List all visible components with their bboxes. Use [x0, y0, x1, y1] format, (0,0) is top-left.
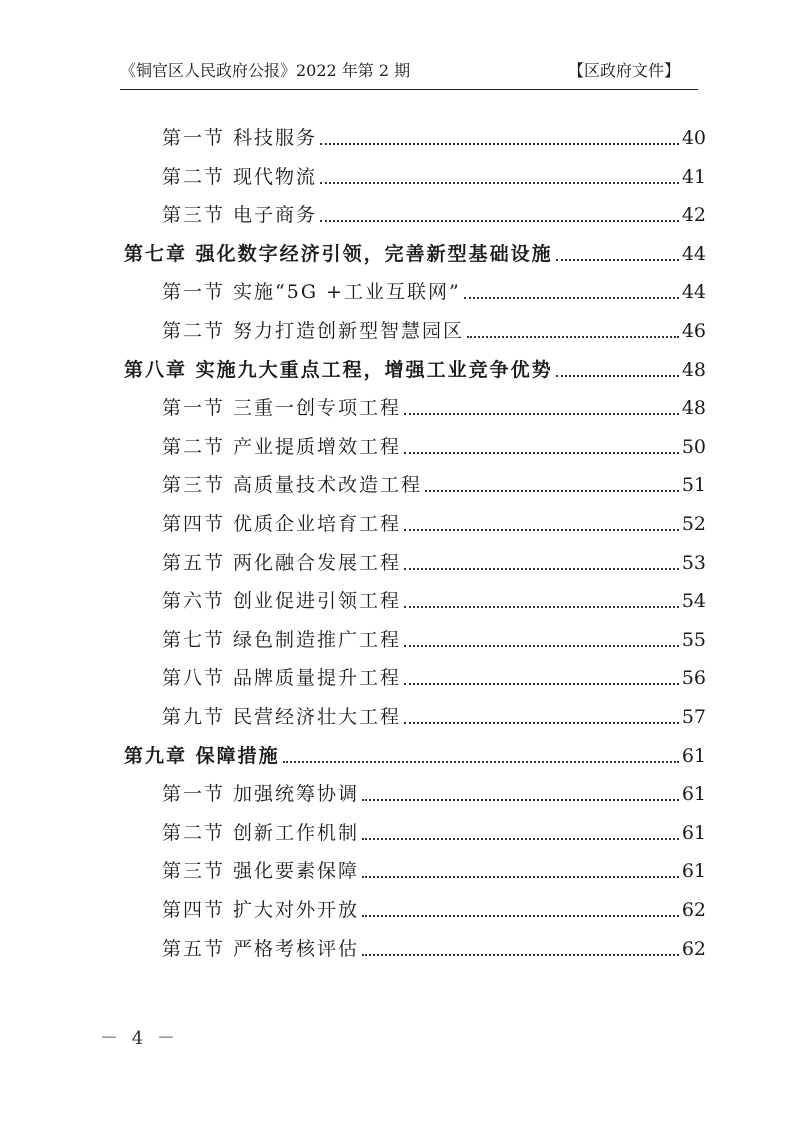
toc-entry-page: 50	[681, 435, 706, 458]
toc-entry-title: 第三节 电子商务	[162, 204, 318, 227]
document-category: 【区政府文件】	[567, 61, 680, 80]
header-divider	[120, 89, 698, 90]
toc-entry-page: 61	[681, 860, 706, 883]
page-number: － 4 －	[100, 1028, 179, 1049]
toc-entry-page: 44	[681, 242, 706, 265]
toc-entry-page: 51	[681, 474, 706, 497]
toc-entry-title: 第五节 两化融合发展工程	[162, 551, 402, 574]
toc-entry-page: 44	[681, 281, 706, 304]
toc-chapter-entry[interactable]	[124, 736, 706, 768]
toc-entry-title: 第八节 品牌质量提升工程	[162, 667, 402, 690]
toc-section-entry[interactable]	[162, 581, 706, 613]
toc-section-entry[interactable]	[162, 890, 706, 922]
toc-entry-title: 第一节 科技服务	[162, 127, 318, 149]
toc-entry-title: 第一节 三重一创专项工程	[162, 397, 402, 420]
toc-entry-title: 第六节 创业促进引领工程	[162, 590, 402, 613]
toc-dot-leader	[362, 876, 679, 878]
toc-dot-leader	[467, 336, 679, 338]
toc-entry-page: 48	[681, 397, 706, 420]
toc-section-entry[interactable]	[162, 658, 706, 690]
toc-dot-leader	[320, 143, 679, 145]
toc-entry-page: 55	[681, 628, 706, 651]
toc-entry-page: 48	[681, 358, 706, 381]
toc-entry-title: 第九章 保障措施	[124, 744, 280, 767]
toc-section-entry[interactable]	[162, 118, 706, 150]
toc-dot-leader	[283, 761, 679, 763]
toc-entry-title: 第八章 实施九大重点工程，增强工业竞争优势	[124, 358, 553, 381]
toc-entry-page: 42	[681, 204, 706, 227]
toc-entry-page: 61	[681, 821, 706, 844]
toc-chapter-entry[interactable]	[124, 234, 706, 266]
toc-entry-page: 61	[681, 783, 706, 806]
toc-entry-title: 第二节 创新工作机制	[162, 821, 360, 844]
toc-section-entry[interactable]	[162, 774, 706, 806]
toc-dot-leader	[556, 375, 679, 377]
toc-entry-page: 46	[681, 320, 706, 342]
toc-entry-title: 第二节 努力打造创新型智慧园区	[162, 320, 465, 342]
toc-dot-leader	[464, 297, 679, 299]
toc-section-entry[interactable]	[162, 311, 706, 343]
toc-dot-leader	[404, 606, 679, 608]
toc-dot-leader	[404, 452, 679, 454]
toc-entry-page: 40	[681, 127, 706, 149]
toc-section-entry[interactable]	[162, 504, 706, 536]
toc-entry-page: 52	[681, 513, 706, 535]
toc-entry-page: 62	[681, 899, 706, 921]
toc-dot-leader	[404, 413, 679, 415]
toc-dot-leader	[404, 683, 679, 685]
toc-entry-page: 54	[681, 590, 706, 613]
toc-entry-title: 第五节 严格考核评估	[162, 937, 360, 960]
toc-entry-title: 第一节 加强统筹协调	[162, 783, 360, 806]
toc-dot-leader	[404, 645, 679, 647]
toc-entry-page: 62	[681, 937, 706, 960]
toc-entry-page: 41	[681, 165, 706, 188]
toc-dot-leader	[362, 838, 679, 840]
toc-entry-title: 第四节 扩大对外开放	[162, 899, 360, 921]
toc-section-entry[interactable]	[162, 157, 706, 189]
toc-dot-leader	[362, 954, 679, 956]
toc-dot-leader	[320, 182, 679, 184]
toc-entry-title: 第七节 绿色制造推广工程	[162, 628, 402, 651]
toc-section-entry[interactable]	[162, 272, 706, 304]
toc-section-entry[interactable]	[162, 388, 706, 420]
toc-section-entry[interactable]	[162, 195, 706, 227]
toc-chapter-entry[interactable]	[124, 350, 706, 382]
toc-section-entry[interactable]	[162, 813, 706, 845]
toc-dot-leader	[404, 568, 679, 570]
toc-section-entry[interactable]	[162, 929, 706, 961]
toc-section-entry[interactable]	[162, 427, 706, 459]
toc-entry-title: 第七章 强化数字经济引领，完善新型基础设施	[124, 242, 553, 265]
toc-entry-page: 56	[681, 667, 706, 690]
toc-entry-title: 第二节 现代物流	[162, 165, 318, 188]
toc-entry-title: 第四节 优质企业培育工程	[162, 513, 402, 535]
toc-dot-leader	[404, 529, 679, 531]
toc-entry-page: 57	[681, 706, 706, 728]
toc-dot-leader	[362, 915, 679, 917]
toc-entry-page: 61	[681, 744, 706, 767]
toc-section-entry[interactable]	[162, 851, 706, 883]
publication-title: 《铜官区人民政府公报》2022 年第 2 期	[120, 61, 411, 80]
toc-entry-title: 第二节 产业提质增效工程	[162, 435, 402, 458]
toc-entry-title: 第三节 高质量技术改造工程	[162, 474, 423, 497]
page-header	[120, 56, 680, 86]
toc-entry-title: 第九节 民营经济壮大工程	[162, 706, 402, 728]
toc-dot-leader	[320, 220, 679, 222]
toc-section-entry[interactable]	[162, 620, 706, 652]
toc-dot-leader	[404, 722, 679, 724]
toc-entry-title: 第一节 实施“5G +工业互联网”	[162, 281, 461, 304]
toc-entry-title: 第三节 强化要素保障	[162, 860, 360, 883]
toc-entry-page: 53	[681, 551, 706, 574]
toc-section-entry[interactable]	[162, 697, 706, 729]
toc-section-entry[interactable]	[162, 543, 706, 575]
toc-section-entry[interactable]	[162, 465, 706, 497]
toc-dot-leader	[425, 490, 679, 492]
toc-dot-leader	[362, 799, 679, 801]
toc-dot-leader	[556, 259, 679, 261]
